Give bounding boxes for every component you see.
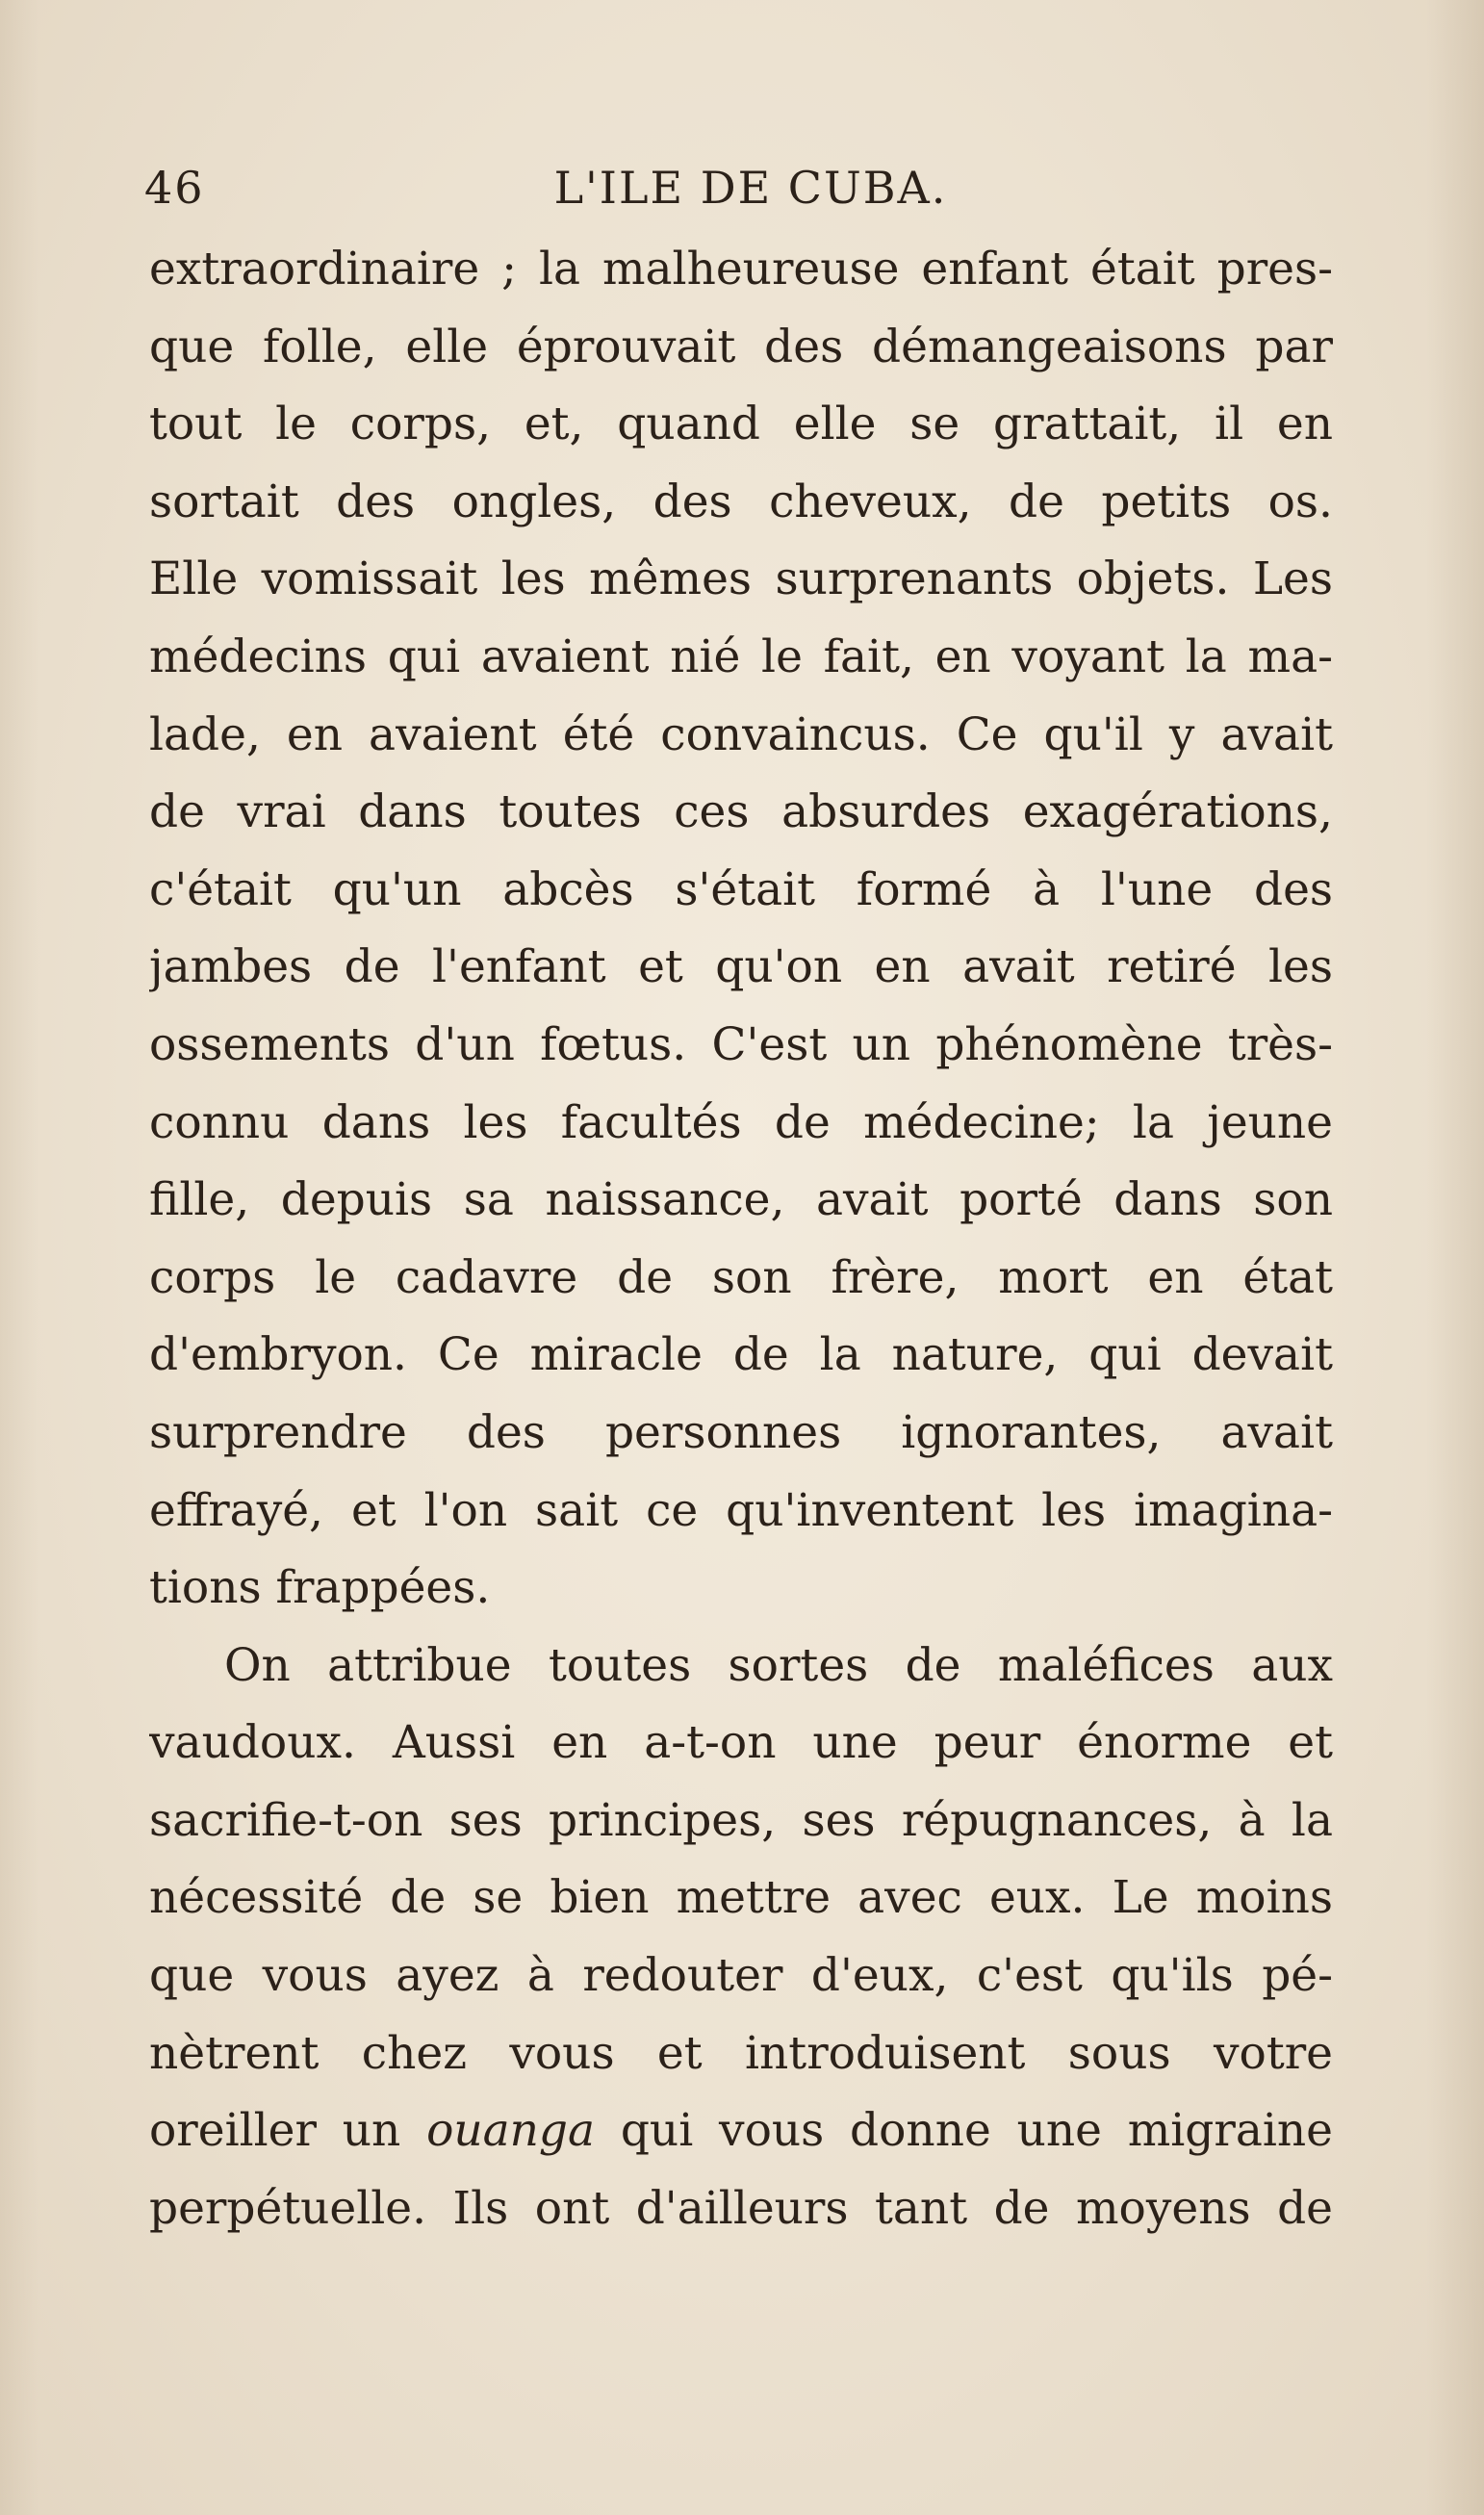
text-line: lade, en avaient été convaincus. Ce qu'il y avait xyxy=(149,707,1333,761)
text-line: surprendre des personnes ignorantes, avait xyxy=(149,1405,1333,1459)
italic-term: ouanga xyxy=(426,2104,596,2158)
text-line: médecins qui avaient nié le fait, en voyant la ma- xyxy=(149,629,1333,683)
body-text xyxy=(149,231,1333,2247)
text-line: fille, depuis sa naissance, avait porté dans son xyxy=(149,1173,1333,1227)
page-shadow-right xyxy=(1426,0,1484,2515)
text-line-with-italic xyxy=(149,2092,1333,2170)
text-segment: qui vous donne une migraine xyxy=(595,2104,1333,2158)
text-line: sacrifie-t-on ses principes, ses répugnances, à la xyxy=(149,1793,1333,1847)
text-line: Elle vomissait les mêmes surprenants objets. Les xyxy=(149,552,1333,606)
text-line: nécessité de se bien mettre avec eux. Le moins xyxy=(149,1871,1333,1925)
text-line: extraordinaire ; la malheureuse enfant était pres- xyxy=(149,243,1333,295)
text-line-paragraph-end: tions frappées. xyxy=(149,1561,491,1615)
text-line: que vous ayez à redouter d'eux, c'est qu'ils pé- xyxy=(149,1949,1333,2003)
text-line: jambes de l'enfant et qu'on en avait retiré les xyxy=(149,940,1333,994)
text-line: c'était qu'un abcès s'était formé à l'une des xyxy=(149,862,1333,916)
text-line: tout le corps, et, quand elle se grattait, il en xyxy=(149,398,1333,451)
text-line: effrayé, et l'on sait ce qu'inventent les imagina- xyxy=(149,1483,1333,1537)
text-line: nètrent chez vous et introduisent sous votre xyxy=(149,2026,1333,2080)
page-header xyxy=(144,154,1328,221)
text-line: connu dans les facultés de médecine; la jeune xyxy=(149,1095,1333,1149)
text-line: de vrai dans toutes ces absurdes exagérations, xyxy=(149,785,1333,839)
text-line: perpétuelle. Ils ont d'ailleurs tant de moyens de xyxy=(149,2181,1333,2235)
text-line: ossements d'un fœtus. C'est un phénomène très- xyxy=(149,1017,1333,1071)
text-line: que folle, elle éprouvait des démangeaisons par xyxy=(149,320,1333,373)
running-title: L'ILE DE CUBA. xyxy=(553,162,948,214)
text-line: corps le cadavre de son frère, mort en état xyxy=(149,1250,1333,1304)
text-segment: oreiller un xyxy=(149,2104,427,2158)
text-line: sortait des ongles, des cheveux, de petits os. xyxy=(149,475,1333,528)
page-shadow-left xyxy=(0,0,38,2515)
text-line: vaudoux. Aussi en a-t-on une peur énorme et xyxy=(149,1716,1333,1770)
text-line-paragraph-start: On attribue toutes sortes de maléfices aux xyxy=(224,1638,1333,1692)
page-number: 46 xyxy=(144,162,205,214)
text-line: d'embryon. Ce miracle de la nature, qui devait xyxy=(149,1328,1333,1382)
